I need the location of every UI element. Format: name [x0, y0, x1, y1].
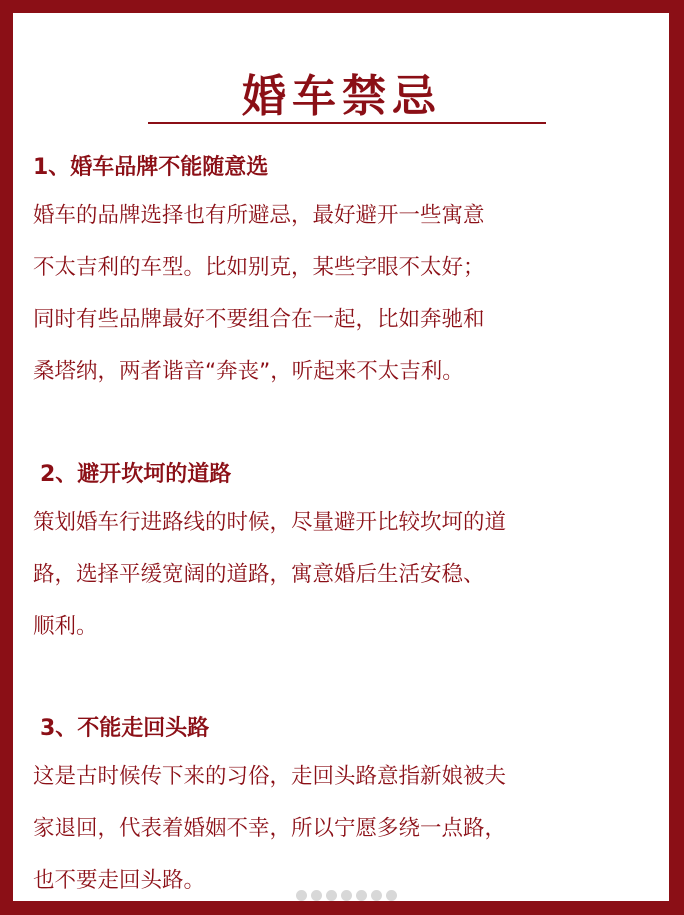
watermark-dots [296, 890, 397, 901]
body-line: 婚车的品牌选择也有所避忌，最好避开一些寓意 [33, 203, 485, 228]
body-line: 家退回，代表着婚姻不幸，所以宁愿多绕一点路， [33, 816, 507, 841]
body-line: 策划婚车行进路线的时候，尽量避开比较坎坷的道 [33, 510, 507, 535]
body-line: 不太吉利的车型。比如别克，某些字眼不太好； [33, 255, 485, 280]
page-title: 婚车禁忌 [242, 71, 442, 122]
body-line: 顺利。 [33, 614, 98, 639]
section-body-no-return [33, 751, 663, 907]
body-line: 也不要走回头路。 [33, 868, 206, 893]
section-body-road [33, 497, 663, 653]
section-heading-brand: 1、婚车品牌不能随意选 [33, 155, 269, 180]
body-line: 同时有些品牌最好不要组合在一起，比如奔驰和 [33, 307, 485, 332]
section-heading-road: 2、避开坎坷的道路 [40, 462, 232, 487]
section-heading-no-return: 3、不能走回头路 [40, 716, 210, 741]
section-body-brand [33, 190, 663, 398]
body-line: 路，选择平缓宽阔的道路，寓意婚后生活安稳、 [33, 562, 485, 587]
title-underline [148, 122, 546, 124]
body-line: 这是古时候传下来的习俗，走回头路意指新娘被夫 [33, 764, 507, 789]
body-line: 桑塔纳，两者谐音“奔丧”，听起来不太吉利。 [33, 359, 464, 384]
